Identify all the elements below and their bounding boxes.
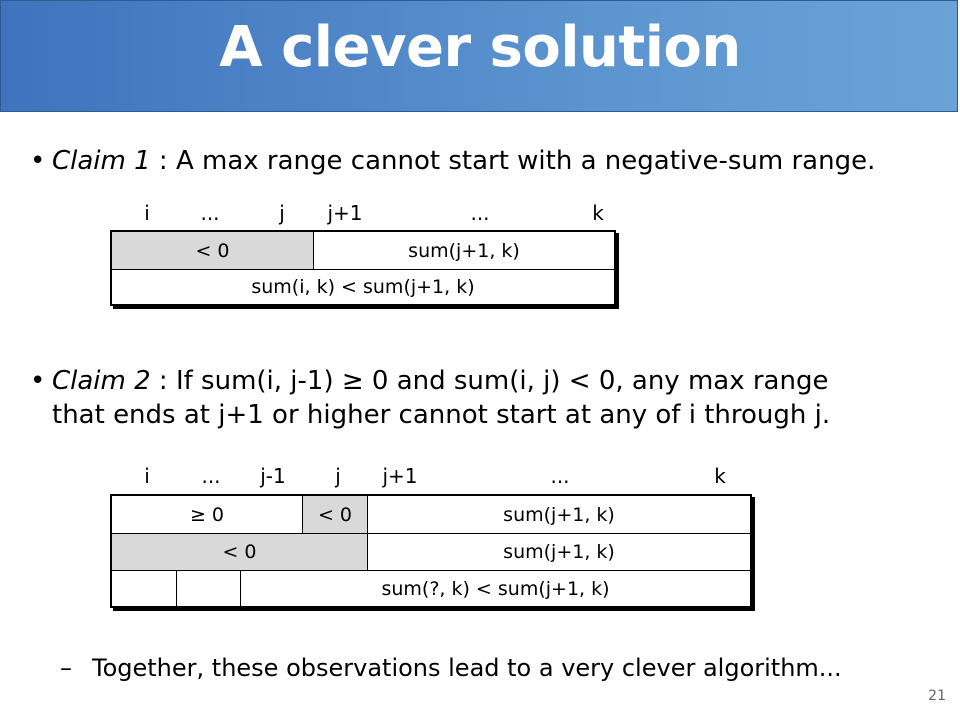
index-label: j-1 — [260, 464, 286, 488]
divider — [313, 232, 314, 269]
divider — [112, 533, 750, 534]
divider — [240, 570, 241, 606]
diagram2-sum-cell: sum(j+1, k) — [368, 496, 750, 533]
footnote: – Together, these observations lead to a very clever algorithm... — [60, 654, 842, 682]
claim1-text: : A max range cannot start with a negative-sum range. — [150, 146, 876, 176]
diagram2-empty-cell — [177, 571, 240, 606]
diagram2-empty-cell — [112, 571, 176, 606]
index-label: ... — [200, 201, 220, 225]
title-bar — [0, 0, 958, 112]
claim2-line2: that ends at j+1 or higher cannot start at any of i through j. — [52, 400, 831, 430]
index-label: ... — [470, 201, 490, 225]
index-label: ... — [550, 464, 570, 488]
diagram1-result-cell: sum(i, k) < sum(j+1, k) — [112, 270, 614, 304]
index-label: i — [144, 464, 150, 488]
index-label: ... — [201, 464, 221, 488]
diagram1-index-labels — [0, 201, 960, 225]
divider — [367, 496, 368, 570]
divider — [176, 570, 177, 606]
divider — [112, 269, 614, 270]
claim2-bullet: • Claim 2 : If sum(i, j-1) ≥ 0 and sum(i, j) < 0, any max range — [30, 366, 829, 396]
diagram2-index-labels — [0, 464, 960, 488]
diagram2-result-cell: sum(?, k) < sum(j+1, k) — [241, 571, 750, 606]
diagram2-table — [110, 494, 752, 608]
claim1-bullet: • Claim 1 : A max range cannot start with a negative-sum range. — [30, 146, 876, 176]
diagram2-neg-cell: < 0 — [303, 496, 367, 533]
index-label: j — [279, 201, 285, 225]
index-label: j — [335, 464, 341, 488]
diagram1-sum-cell: sum(j+1, k) — [314, 232, 614, 269]
diagram2-nonneg-cell: ≥ 0 — [112, 496, 302, 533]
divider — [302, 496, 303, 533]
claim1-label: Claim 1 — [52, 146, 151, 176]
index-label: j+1 — [382, 464, 418, 488]
diagram1-table — [110, 230, 616, 306]
divider — [112, 570, 750, 571]
diagram1-negative-cell: < 0 — [112, 232, 313, 269]
diagram2-combined-neg-cell: < 0 — [112, 534, 367, 570]
footnote-text: Together, these observations lead to a very clever algorithm... — [92, 654, 842, 682]
index-label: k — [714, 464, 726, 488]
diagram2-sum-cell-2: sum(j+1, k) — [368, 534, 750, 570]
slide-title: A clever solution — [219, 15, 741, 80]
index-label: i — [144, 201, 150, 225]
claim2-label: Claim 2 — [52, 366, 151, 396]
page-number: 21 — [928, 688, 946, 704]
index-label: k — [592, 201, 604, 225]
index-label: j+1 — [327, 201, 363, 225]
claim2-line1: : If sum(i, j-1) ≥ 0 and sum(i, j) < 0, any max range — [150, 366, 829, 396]
